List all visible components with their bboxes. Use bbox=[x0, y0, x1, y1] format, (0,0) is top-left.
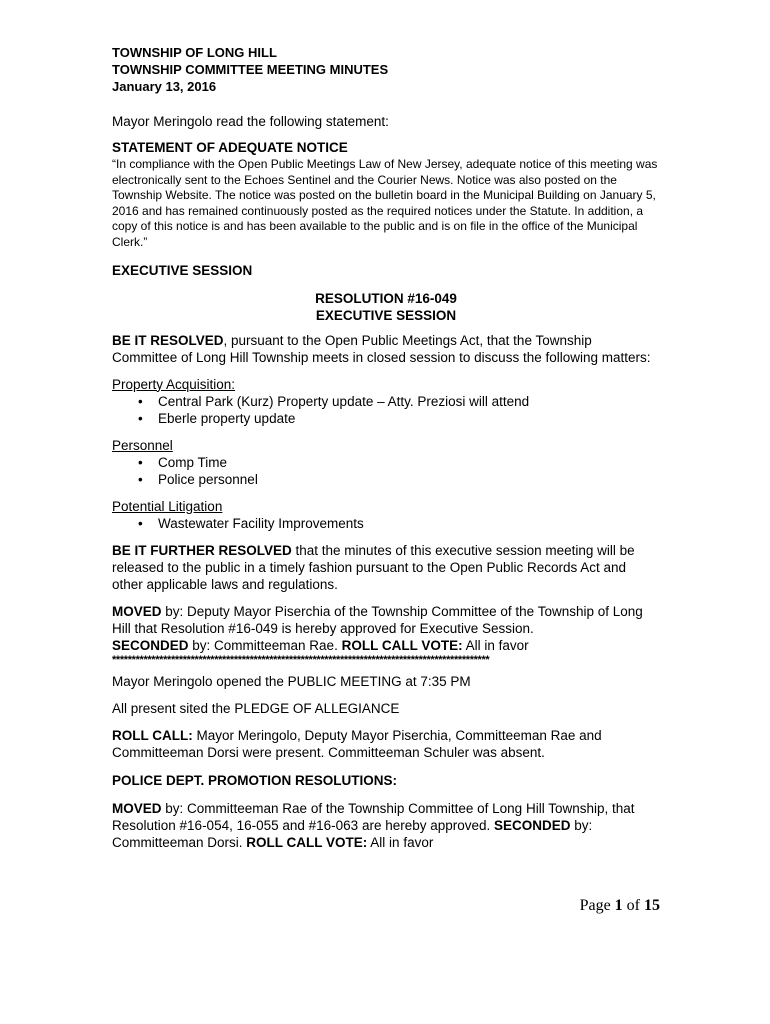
seconded-text: by: Committeeman Rae. bbox=[188, 637, 342, 653]
document-header bbox=[112, 44, 660, 95]
matter-group-title: Personnel bbox=[112, 437, 173, 453]
matter-list bbox=[112, 454, 660, 488]
police-heading: POLICE DEPT. PROMOTION RESOLUTIONS: bbox=[112, 772, 398, 788]
matter-group-title: Property Acquisition: bbox=[112, 376, 236, 392]
list-item: • Police personnel bbox=[158, 471, 660, 488]
matter-group bbox=[112, 437, 660, 488]
list-item: • Eberle property update bbox=[158, 410, 660, 427]
public-meeting-opened: Mayor Meringolo opened the PUBLIC MEETING at 7:35 PM bbox=[112, 673, 471, 689]
moved-text: by: Committeeman Rae of the Township Committee of Long Hill Township, that Resolution #16-054, 16-055 and #16-063 are hereby approved. bbox=[112, 800, 635, 833]
page-total: 15 bbox=[644, 897, 660, 914]
moved-text: by: Deputy Mayor Piserchia of the Township Committee of the Township of Long Hill that Resolution #16-049 is hereby approved for Executive Session. bbox=[112, 603, 643, 636]
matter-list bbox=[112, 515, 660, 532]
further-text: that the minutes of this executive session meeting will be released to the public in a timely fashion pursuant to the Open Public Records Act and other applicable laws and regulations. bbox=[112, 542, 635, 592]
roll-call-paragraph bbox=[112, 727, 660, 761]
page-number bbox=[112, 897, 660, 915]
be-it-resolved-lead: BE IT RESOLVED bbox=[112, 332, 224, 348]
further-lead: BE IT FURTHER RESOLVED bbox=[112, 542, 292, 558]
resolution-subtitle: EXECUTIVE SESSION bbox=[315, 307, 457, 323]
township-name: TOWNSHIP OF LONG HILL bbox=[112, 45, 277, 60]
moved-lead: MOVED bbox=[112, 800, 162, 816]
be-it-further-resolved-paragraph bbox=[112, 542, 660, 593]
seconded-lead: SECONDED bbox=[494, 817, 571, 833]
seconded-text: by: Committeeman Dorsi. bbox=[112, 817, 593, 850]
matter-list bbox=[112, 393, 660, 427]
roll-call-lead: ROLL CALL: bbox=[112, 727, 193, 743]
separator-line: ************************************************************************************************ bbox=[112, 653, 490, 666]
document-title: TOWNSHIP COMMITTEE MEETING MINUTES bbox=[112, 62, 389, 77]
page-current: 1 bbox=[614, 897, 623, 914]
moved-lead: MOVED bbox=[112, 603, 162, 619]
matter-group-title: Potential Litigation bbox=[112, 498, 223, 514]
resolution-title: RESOLUTION #16-049 bbox=[315, 290, 457, 306]
pledge-statement: All present sited the PLEDGE OF ALLEGIANCE bbox=[112, 700, 400, 716]
intro-statement: Mayor Meringolo read the following statement: bbox=[112, 114, 389, 129]
be-it-resolved-text: , pursuant to the Open Public Meetings Act, that the Township Committee of Long Hill Township meets in closed session to discuss the following matters: bbox=[112, 332, 651, 365]
list-item: • Central Park (Kurz) Property update – Atty. Preziosi will attend bbox=[158, 393, 660, 410]
rollcall-vote-lead: ROLL CALL VOTE: bbox=[246, 834, 368, 850]
matter-group bbox=[112, 498, 660, 532]
notice-body: “In compliance with the Open Public Meetings Law of New Jersey, adequate notice of this meeting was electronically sent to the Echoes Sentinel and the Courier News. Notice was also posted on the Township Website. The notice was posted on the bulletin board in the Municipal Building on January 5, 2016 and has remained continuously posted as the required notices under the Statute. In addition, a copy of this notice is and has been available to the public and is on file in the office of the Municipal Clerk.” bbox=[112, 157, 658, 249]
rollcall-vote-lead: ROLL CALL VOTE: bbox=[341, 637, 463, 653]
page-word: Page bbox=[579, 897, 615, 914]
police-motion-paragraph bbox=[112, 800, 660, 851]
executive-session-heading: EXECUTIVE SESSION bbox=[112, 262, 253, 278]
matter-group bbox=[112, 376, 660, 427]
document-page bbox=[112, 44, 660, 851]
roll-call-text: Mayor Meringolo, Deputy Mayor Piserchia, Committeeman Rae and Committeeman Dorsi were present. Committeeman Schuler was absent. bbox=[112, 727, 602, 760]
rollcall-vote-text: All in favor bbox=[367, 834, 434, 850]
seconded-lead: SECONDED bbox=[112, 637, 189, 653]
list-item: • Comp Time bbox=[158, 454, 660, 471]
rollcall-vote-text: All in favor bbox=[462, 637, 529, 653]
meeting-date: January 13, 2016 bbox=[112, 79, 217, 94]
of-word: of bbox=[622, 897, 644, 914]
executive-motion-paragraph bbox=[112, 603, 660, 654]
be-it-resolved-paragraph bbox=[112, 332, 660, 366]
notice-title: STATEMENT OF ADEQUATE NOTICE bbox=[112, 140, 348, 155]
list-item: • Wastewater Facility Improvements bbox=[158, 515, 660, 532]
